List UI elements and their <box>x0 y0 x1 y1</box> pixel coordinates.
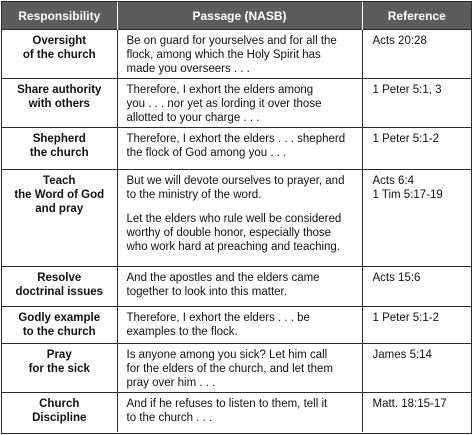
passage-cell <box>117 128 362 170</box>
responsibility-line: to the church <box>22 326 96 338</box>
passage-cell <box>117 79 362 128</box>
header-passage: Passage (NASB) <box>117 2 362 30</box>
reference-line: Acts 15:6 <box>372 272 421 284</box>
reference-line: James 5:14 <box>372 349 432 361</box>
responsibility-cell <box>2 128 117 170</box>
passage-cell <box>117 393 362 432</box>
passage-line: to the ministry of the word. <box>126 189 262 201</box>
table-row <box>2 79 471 128</box>
reference-cell <box>362 128 471 170</box>
reference-line: Acts 20:28 <box>372 35 427 47</box>
responsibility-line: Godly example <box>18 312 101 324</box>
passage-line: you . . . nor yet as lording it over those <box>126 98 322 110</box>
reference-cell <box>362 344 471 393</box>
responsibility-line: Shepherd <box>32 133 86 145</box>
responsibility-line: for the sick <box>28 363 90 375</box>
responsibility-line: Oversight <box>32 35 87 47</box>
passage-line: examples to the flock. <box>126 326 238 338</box>
responsibility-cell <box>2 267 117 307</box>
reference-cell <box>362 393 471 432</box>
passage-line: for the elders of the church, and let them <box>126 363 333 375</box>
reference-line: 1 Peter 5:1, 3 <box>372 84 442 96</box>
passage-cell <box>117 344 362 393</box>
reference-cell <box>362 267 471 307</box>
table-row <box>2 128 471 170</box>
responsibility-cell <box>2 393 117 432</box>
passage-paragraph <box>127 311 356 339</box>
passage-line: to the church . . . <box>126 412 213 424</box>
responsibility-line: Discipline <box>32 412 87 424</box>
passage-line: Therefore, I exhort the elders . . . be <box>126 312 310 324</box>
passage-line: pray over him . . . <box>126 377 216 389</box>
header-reference: Reference <box>362 2 471 30</box>
passage-paragraph <box>127 348 356 390</box>
passage-cell <box>117 30 362 79</box>
reference-line: 1 Tim 5:17-19 <box>372 189 443 201</box>
passage-line: Be on guard for yourselves and for all the <box>126 35 337 47</box>
responsibility-line: Church <box>39 398 80 410</box>
table-row <box>2 30 471 79</box>
reference-cell <box>362 307 471 344</box>
passage-line: flock, among which the Holy Spirit has <box>126 49 321 61</box>
responsibility-line: of the church <box>22 49 96 61</box>
table-row <box>2 267 471 307</box>
responsibility-line: Share authority <box>17 84 102 96</box>
responsibility-cell <box>2 30 117 79</box>
responsibility-line: Pray <box>46 349 72 361</box>
passage-paragraph <box>127 271 356 299</box>
reference-line: 1 Peter 5:1-2 <box>372 133 439 145</box>
passage-cell <box>117 267 362 307</box>
table-row <box>2 393 471 432</box>
responsibility-line: the Word of God <box>14 189 105 201</box>
responsibility-cell <box>2 344 117 393</box>
passage-paragraph <box>127 34 356 76</box>
reference-line: Acts 6:4 <box>372 175 415 187</box>
reference-cell <box>362 170 471 267</box>
passage-line: made you overseers . . . <box>126 63 250 75</box>
passage-paragraph <box>127 132 356 160</box>
responsibility-line: doctrinal issues <box>15 286 104 298</box>
passage-paragraph <box>127 83 356 125</box>
responsibility-cell <box>2 307 117 344</box>
table-row <box>2 344 471 393</box>
passage-line: who work hard at preaching and teaching. <box>126 241 341 253</box>
responsibility-line: and pray <box>35 203 84 215</box>
responsibility-line: Teach <box>43 175 76 187</box>
passage-paragraph <box>127 174 356 202</box>
table-row <box>2 170 471 267</box>
passage-line: And if he refuses to listen to them, tell it <box>126 398 328 410</box>
passage-line: together to look into this matter. <box>126 286 287 298</box>
header-responsibility: Responsibility <box>2 2 117 30</box>
responsibility-table-frame <box>1 1 472 434</box>
reference-line: Matt. 18:15-17 <box>372 398 447 410</box>
passage-line: But we will devote ourselves to prayer, and <box>126 175 345 187</box>
passage-line: Let the elders who rule well be considered <box>126 213 342 225</box>
responsibility-line: the church <box>29 147 89 159</box>
passage-line: And the apostles and the elders came <box>126 272 320 284</box>
responsibility-cell <box>2 170 117 267</box>
reference-cell <box>362 30 471 79</box>
passage-line: allotted to your charge . . . <box>126 112 260 124</box>
reference-line: 1 Peter 5:1-2 <box>372 312 439 324</box>
passage-line: Therefore, I exhort the elders among <box>126 84 314 96</box>
passage-cell <box>117 307 362 344</box>
reference-cell <box>362 79 471 128</box>
passage-line: worthy of double honor, especially those <box>126 227 332 239</box>
responsibility-line: Resolve <box>37 272 82 284</box>
passage-cell <box>117 170 362 267</box>
passage-line: Is anyone among you sick? Let him call <box>126 349 328 361</box>
header-row <box>2 2 471 30</box>
passage-paragraph <box>127 212 356 254</box>
responsibility-line: with others <box>28 98 90 110</box>
responsibility-cell <box>2 79 117 128</box>
elder-responsibilities-table <box>2 2 471 432</box>
passage-paragraph <box>127 397 356 425</box>
table-row <box>2 307 471 344</box>
passage-line: Therefore, I exhort the elders . . . shepherd <box>126 133 346 145</box>
passage-line: the flock of God among you . . . <box>126 147 287 159</box>
